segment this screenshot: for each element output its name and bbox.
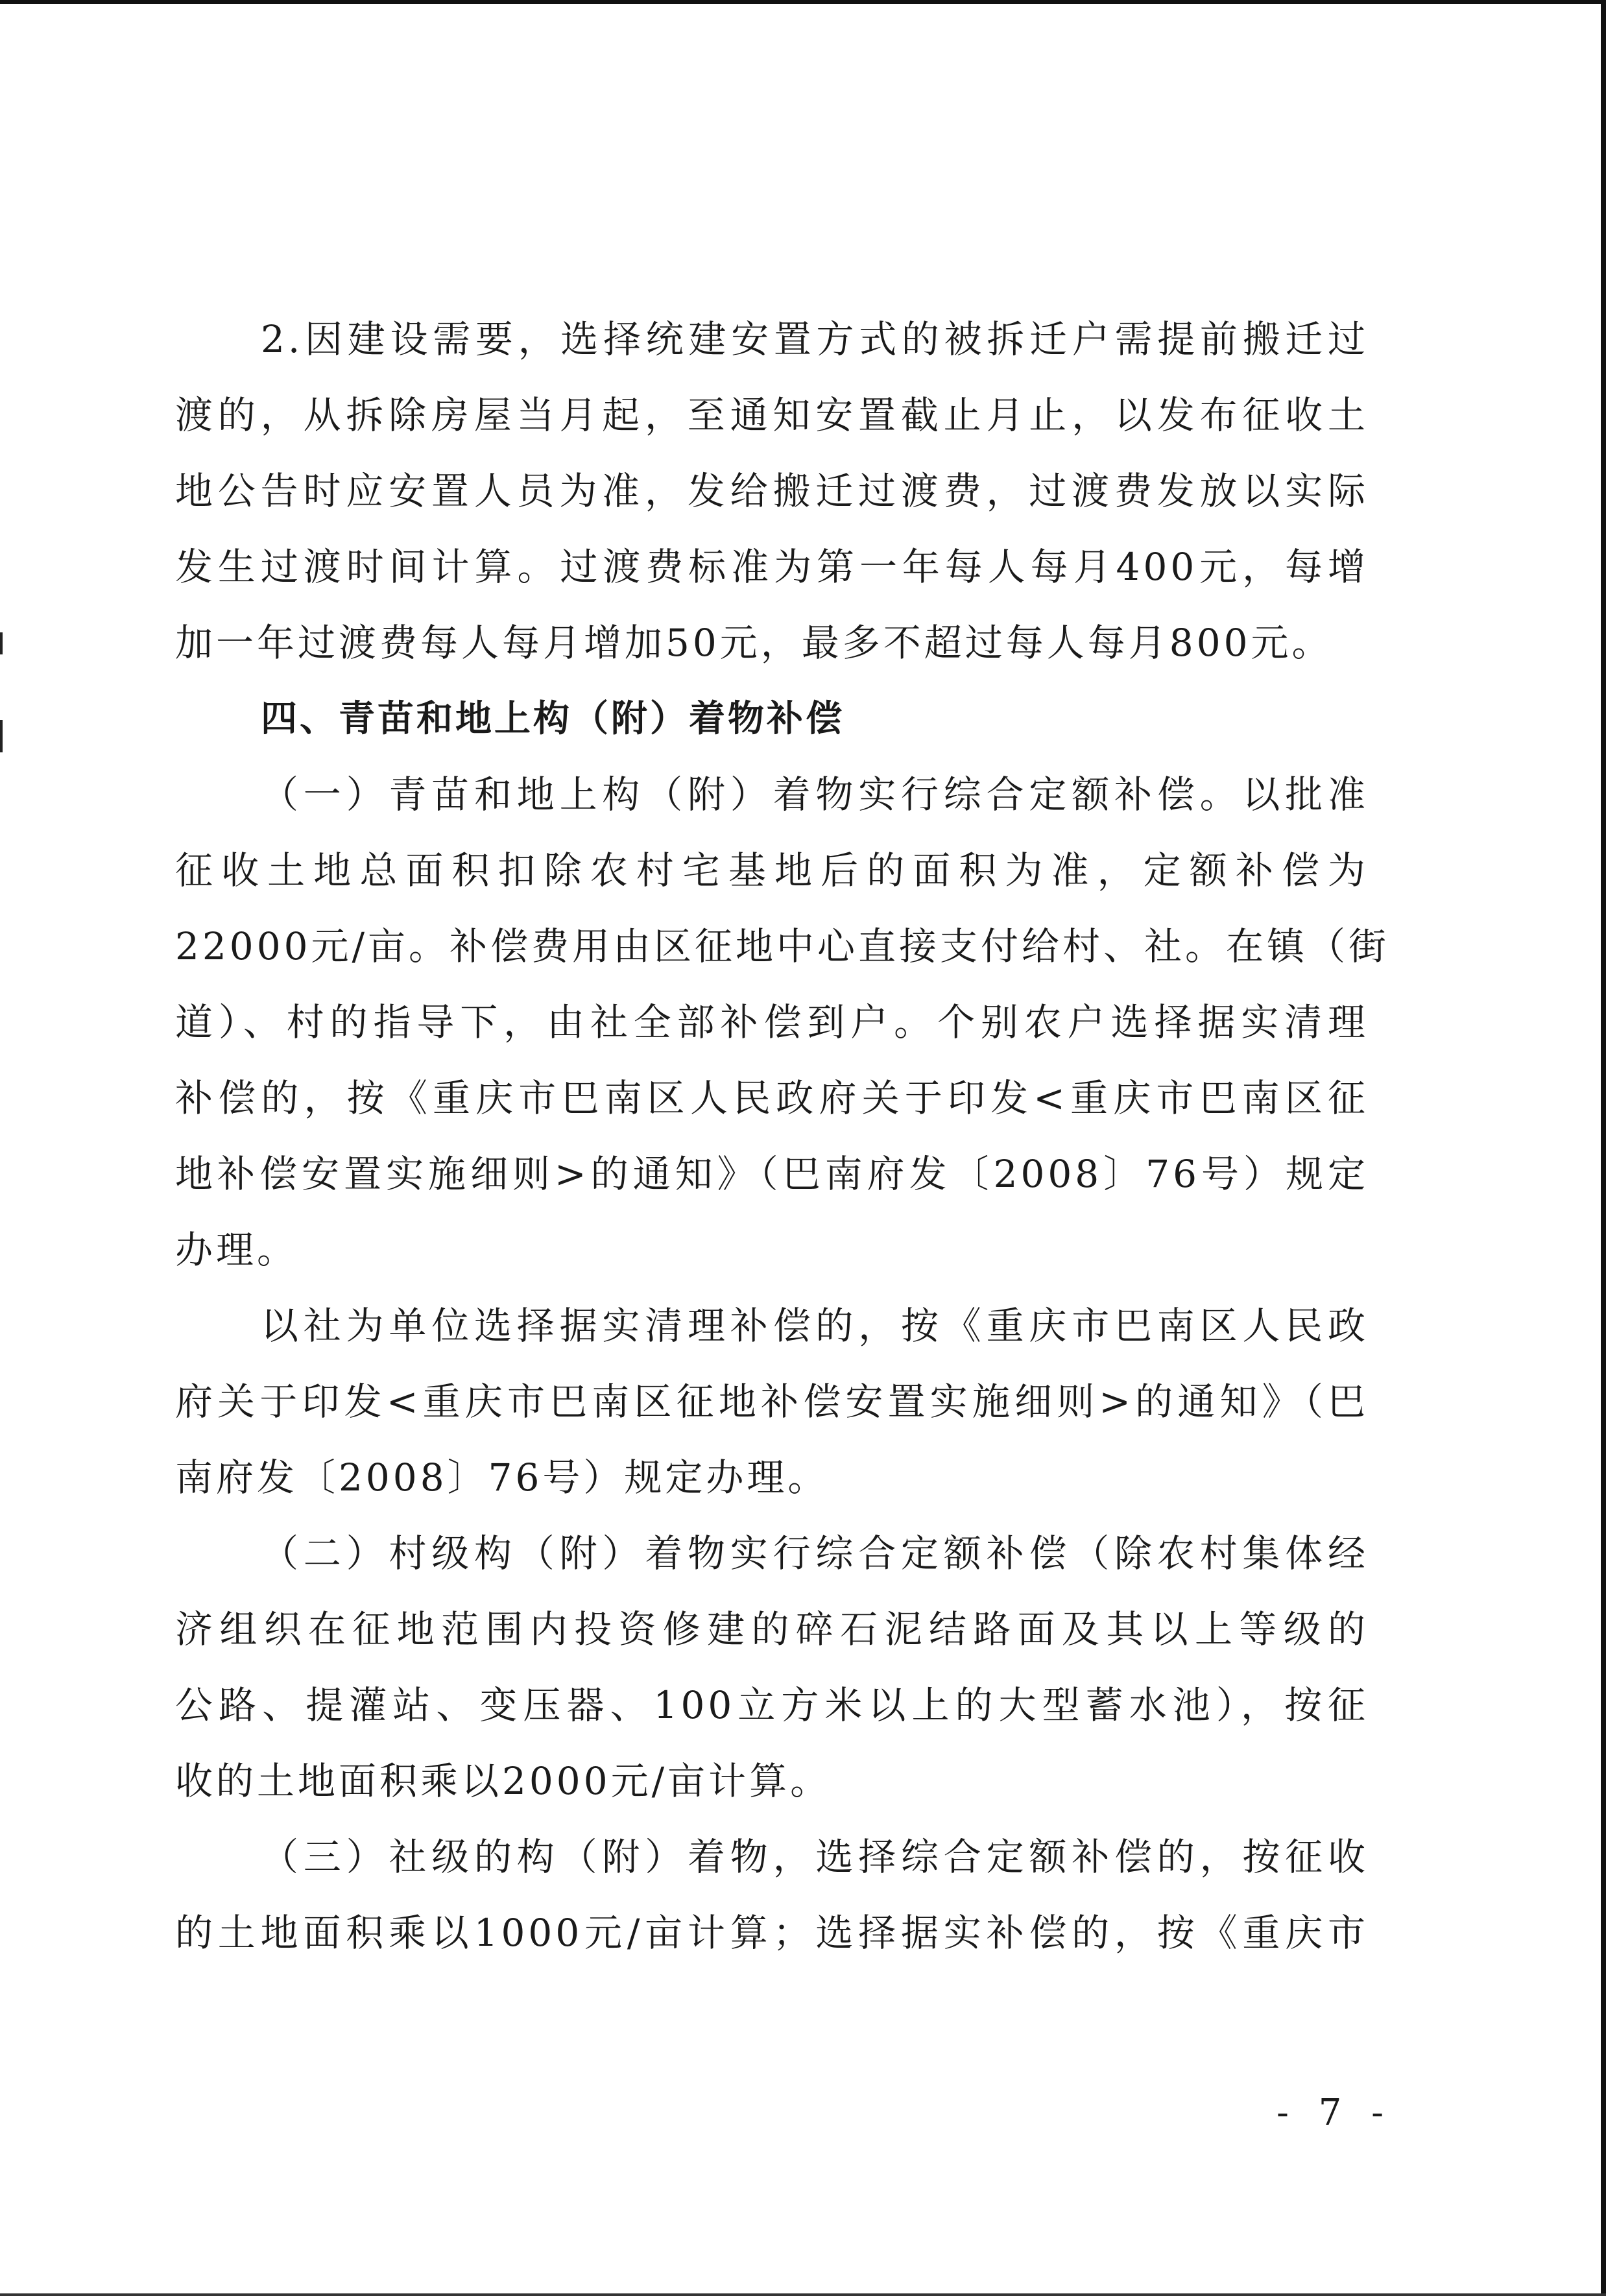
text-line: 府关于印发<重庆市巴南区征地补偿安置实施细则>的通知》（巴 (175, 1380, 1369, 1424)
page-number: - 7 - (1276, 2092, 1393, 2134)
text-line: 地公告时应安置人员为准，发给搬迁过渡费，过渡费发放以实际 (175, 469, 1369, 513)
paragraph-relocation-fee (175, 302, 1369, 681)
text-line: 征收土地总面积扣除农村宅基地后的面积为准，定额补偿为 (175, 848, 1369, 892)
paragraph-crop-compensation (175, 757, 1390, 1288)
scan-edge-mark (0, 720, 3, 752)
scan-border-top (0, 0, 1606, 4)
document-body (175, 302, 1390, 1971)
text-line: 道）、村的指导下，由社全部补偿到户。个别农户选择据实清理 (175, 1000, 1369, 1044)
text-line: 南府发〔2008〕76号）规定办理。 (175, 1455, 829, 1500)
text-line: 济组织在征地范围内投资修建的碎石泥结路面及其以上等级的 (175, 1607, 1369, 1651)
text-line: 公路、提灌站、变压器、100立方米以上的大型蓄水池），按征 (175, 1683, 1369, 1727)
text-line: 加一年过渡费每人每月增加50元，最多不超过每人每月800元。 (175, 621, 1333, 665)
text-line: 22000元/亩。补偿费用由区征地中心直接支付给村、社。在镇（街 (175, 924, 1390, 968)
text-line: 渡的，从拆除房屋当月起，至通知安置截止月止，以发布征收土 (175, 393, 1369, 437)
text-line: 2.因建设需要，选择统建安置方式的被拆迁户需提前搬迁过 (261, 317, 1369, 361)
text-line: 办理。 (175, 1228, 298, 1272)
scan-border-bottom (0, 2293, 1606, 2296)
section-heading: 四、青苗和地上构（附）着物补偿 (261, 698, 845, 740)
text-line: 以社为单位选择据实清理补偿的，按《重庆市巴南区人民政 (261, 1304, 1369, 1348)
paragraph-community-actual-compensation (175, 1288, 1369, 1516)
text-line: 收的土地面积乘以2000元/亩计算。 (175, 1759, 832, 1803)
scan-border-right (1601, 0, 1606, 2296)
paragraph-community-structures (175, 1819, 1369, 1971)
text-line: 地补偿安置实施细则>的通知》（巴南府发〔2008〕76号）规定 (175, 1152, 1369, 1196)
paragraph-village-structures (175, 1516, 1369, 1819)
text-line: 发生过渡时间计算。过渡费标准为第一年每人每月400元，每增 (175, 545, 1369, 589)
text-line: （三）社级的构（附）着物，选择综合定额补偿的，按征收 (261, 1835, 1369, 1879)
text-line: （二）村级构（附）着物实行综合定额补偿（除农村集体经 (261, 1531, 1369, 1575)
text-line: 的土地面积乘以1000元/亩计算；选择据实补偿的，按《重庆市 (175, 1911, 1369, 1955)
text-line: （一）青苗和地上构（附）着物实行综合定额补偿。以批准 (261, 772, 1369, 817)
text-line: 补偿的，按《重庆市巴南区人民政府关于印发<重庆市巴南区征 (175, 1076, 1369, 1120)
scan-edge-mark (0, 632, 3, 654)
